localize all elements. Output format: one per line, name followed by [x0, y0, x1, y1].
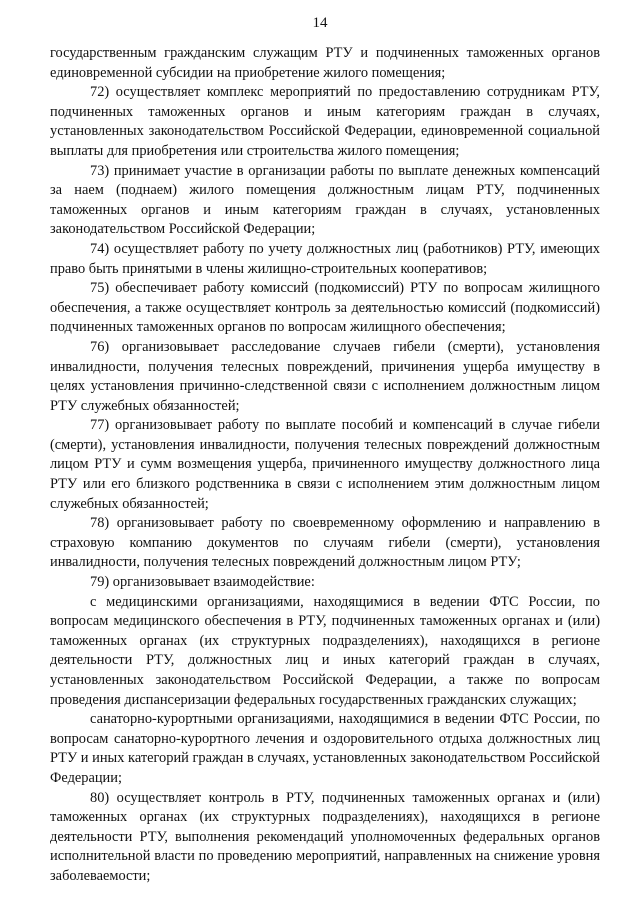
paragraph-item-78: 78) организовывает работу по своевременному оформлению и направлению в страховую компанию документов по случаям гибели (смерти), установления инвалидности, получения телесных повреждений должностным лицом РТУ;: [50, 515, 600, 571]
document-body: [50, 44, 600, 887]
paragraph-item-79-sanatorium: санаторно-курортными организациями, находящимися в ведении ФТС России, по вопросам санаторно-курортного лечения и оздоровительного отдыха должностных лиц РТУ и иных категорий граждан в случаях, установленных законодательством Российской Федерации;: [50, 711, 600, 786]
paragraph-item-76: 76) организовывает расследование случаев гибели (смерти), установления инвалидности, получения телесных повреждений, причинения ущерба имуществу в целях установления причинно-следственной связи с исполнением должностным лицом РТУ служебных обязанностей;: [50, 338, 600, 414]
paragraph-item-79: 79) организовывает взаимодействие:: [90, 574, 315, 591]
paragraph-item-74: 74) осуществляет работу по учету должностных лиц (работников) РТУ, имеющих право быть принятыми в члены жилищно-строительных кооперативов;: [50, 240, 600, 277]
paragraph-item-79-medical: с медицинскими организациями, находящимися в ведении ФТС России, по вопросам медицинского обеспечения в РТУ, подчиненных таможенных органах и (или) таможенных органах (их структурных подразделениях), находящихся в регионе деятельности РТУ, должностных лиц и иных категорий граждан в случаях, установленных законодательством Российской Федерации, а также по вопросам проведения диспансеризации федеральных государственных гражданских служащих;: [50, 593, 600, 708]
paragraph-continuation: государственным гражданским служащим РТУ и подчиненных таможенных органов единовременной субсидии на приобретение жилого помещения;: [50, 45, 600, 81]
page-number: 14: [312, 15, 328, 31]
paragraph-item-73: 73) принимает участие в организации работы по выплате денежных компенсаций за наем (поднаем) жилого помещения должностным лицам РТУ, подчиненных таможенных органов и иным категориям граждан в случаях, установленных законодательством Российской Федерации;: [50, 162, 600, 238]
paragraph-item-77: 77) организовывает работу по выплате пособий и компенсаций в случае гибели (смерти), установления инвалидности, получения телесных повреждений должностным лицом РТУ и сумм возмещения ущерба, причиненного имуществу должностного лица РТУ или его близкого родственника в связи с исполнением этим должностным лицом служебных обязанностей;: [50, 417, 600, 512]
paragraph-item-72: 72) осуществляет комплекс мероприятий по предоставлению сотрудникам РТУ, подчиненных таможенных органов и иным категориям граждан в случаях, установленных законодательством Российской Федерации, единовременной социальной выплаты для приобретения или строительства жилого помещения;: [50, 84, 600, 159]
paragraph-item-80: 80) осуществляет контроль в РТУ, подчиненных таможенных органах и (или) таможенных органах (их структурных подразделениях), находящихся в регионе деятельности РТУ, выполнения рекомендаций уполномоченных федеральных органов исполнительной власти по проведению мероприятий, направленных на снижение уровня заболеваемости;: [50, 789, 600, 884]
paragraph-item-75: 75) обеспечивает работу комиссий (подкомиссий) РТУ по вопросам жилищного обеспечения, а также осуществляет контроль за деятельностью комиссий (подкомиссий) подчиненных таможенных органов по вопросам жилищного обеспечения;: [50, 280, 600, 336]
